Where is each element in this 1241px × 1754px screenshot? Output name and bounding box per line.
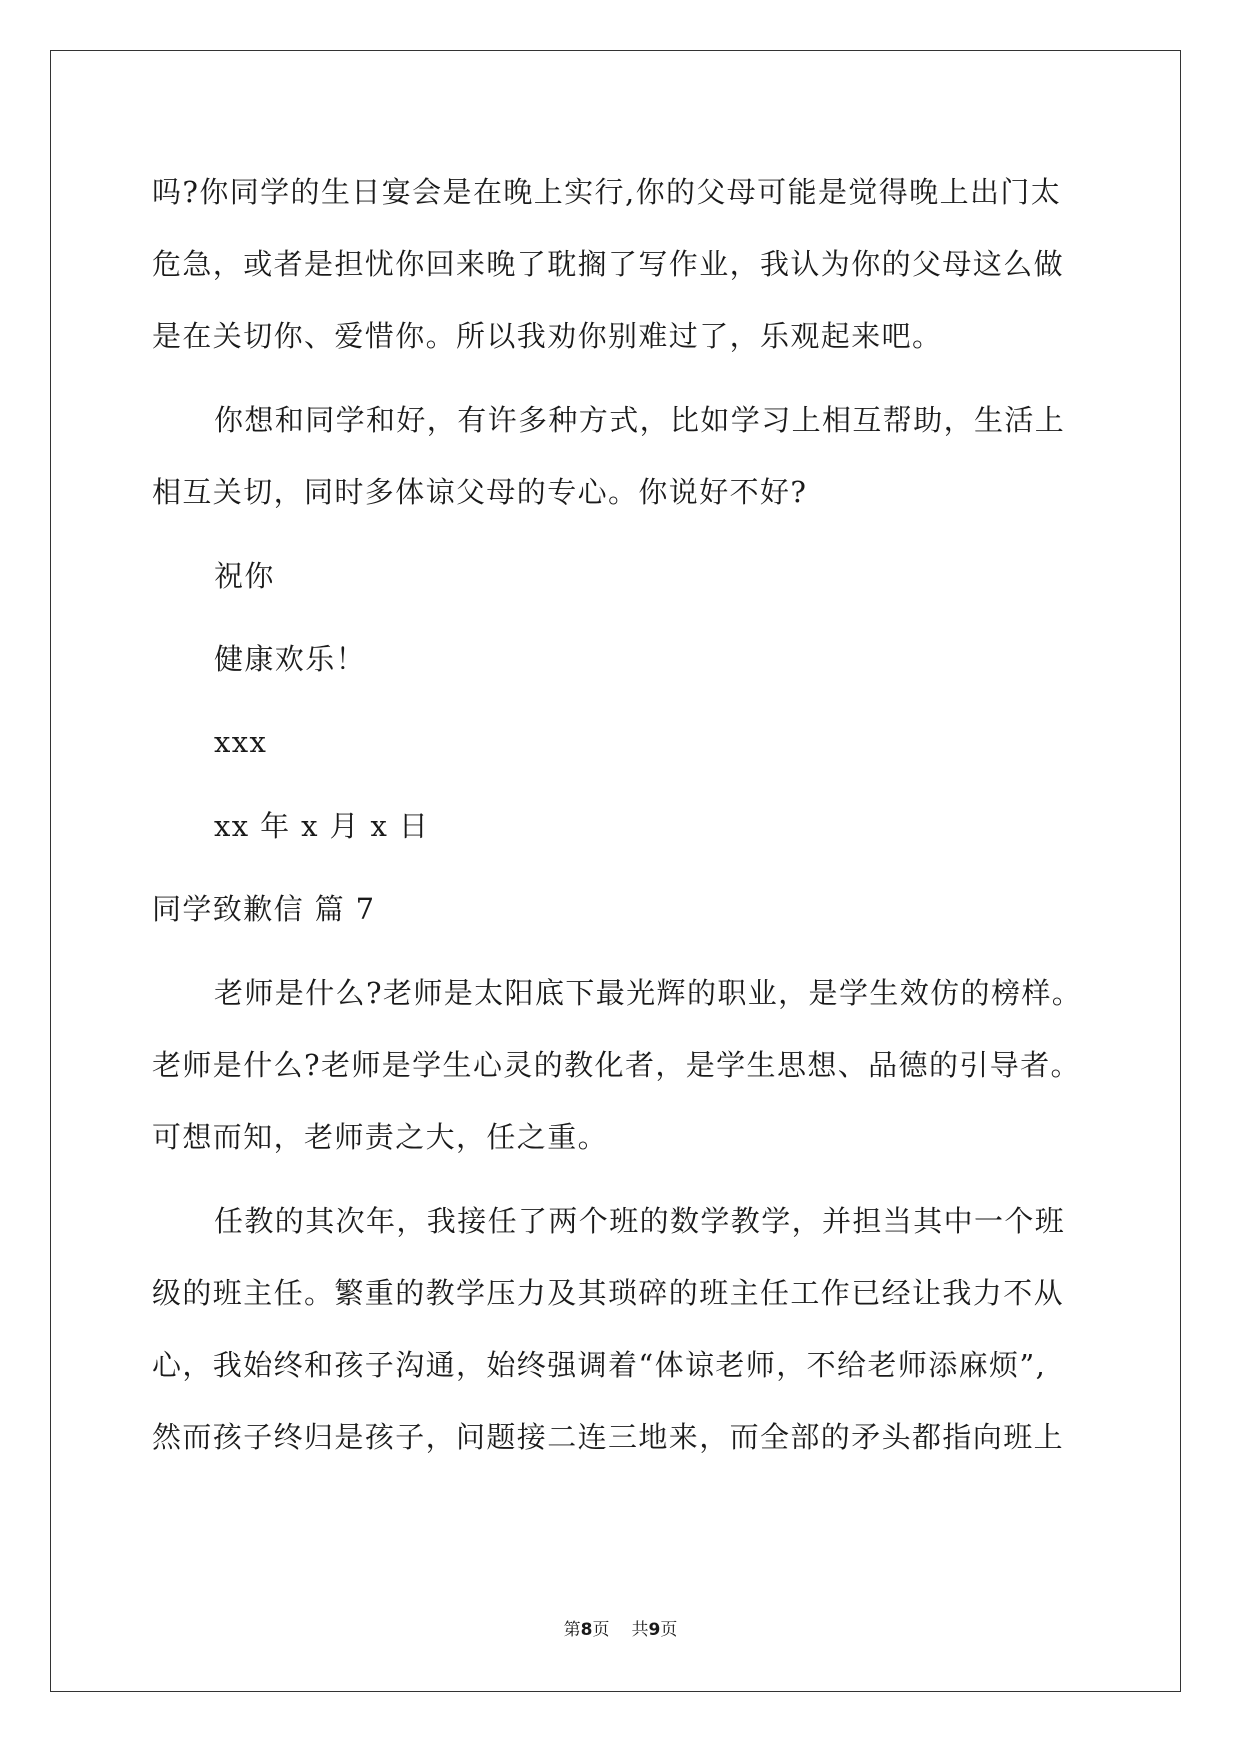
- signature-name: xxx: [214, 725, 268, 759]
- body-line-11: 心，我始终和孩子沟通，始终强调着“体谅老师，不给老师添麻烦”,: [152, 1348, 1047, 1382]
- body-line-8: 可想而知，老师责之大，任之重。: [152, 1120, 609, 1154]
- body-line-7: 老师是什么?老师是学生心灵的教化者，是学生思想、品德的引导者。: [152, 1048, 1081, 1082]
- body-line-1: 吗?你同学的生日宴会是在晚上实行,你的父母可能是觉得晚上出门太: [152, 175, 1062, 209]
- closing-wish: 祝你: [214, 559, 275, 593]
- footer-page-current: 8: [580, 1620, 593, 1640]
- signature-date: xx 年 x 月 x 日: [214, 809, 430, 843]
- closing-blessing: 健康欢乐！: [214, 642, 367, 676]
- body-line-6: 老师是什么?老师是太阳底下最光辉的职业，是学生效仿的榜样。: [214, 976, 1083, 1010]
- footer-page-suffix: 页: [592, 1620, 610, 1640]
- footer-total-suffix: 页: [660, 1620, 678, 1640]
- body-line-3: 是在关切你、爱惜你。所以我劝你别难过了，乐观起来吧。: [152, 319, 943, 353]
- body-line-10: 级的班主任。繁重的教学压力及其琐碎的班主任工作已经让我力不从: [152, 1276, 1065, 1310]
- section-heading: 同学致歉信 篇 7: [152, 892, 376, 926]
- footer-total-prefix: 共: [631, 1620, 649, 1640]
- footer-page-prefix: 第: [563, 1620, 581, 1640]
- body-line-4: 你想和同学和好，有许多种方式，比如学习上相互帮助，生活上: [214, 403, 1066, 437]
- body-line-12: 然而孩子终归是孩子，问题接二连三地来，而全部的矛头都指向班上: [152, 1420, 1065, 1454]
- body-line-5: 相互关切，同时多体谅父母的专心。你说好不好?: [152, 475, 808, 509]
- footer-page-total: 9: [648, 1620, 661, 1640]
- body-line-2: 危急，或者是担忧你回来晚了耽搁了写作业，我认为你的父母这么做: [152, 247, 1065, 281]
- page-footer: [0, 1619, 1241, 1641]
- body-line-9: 任教的其次年，我接任了两个班的数学教学，并担当其中一个班: [214, 1204, 1066, 1238]
